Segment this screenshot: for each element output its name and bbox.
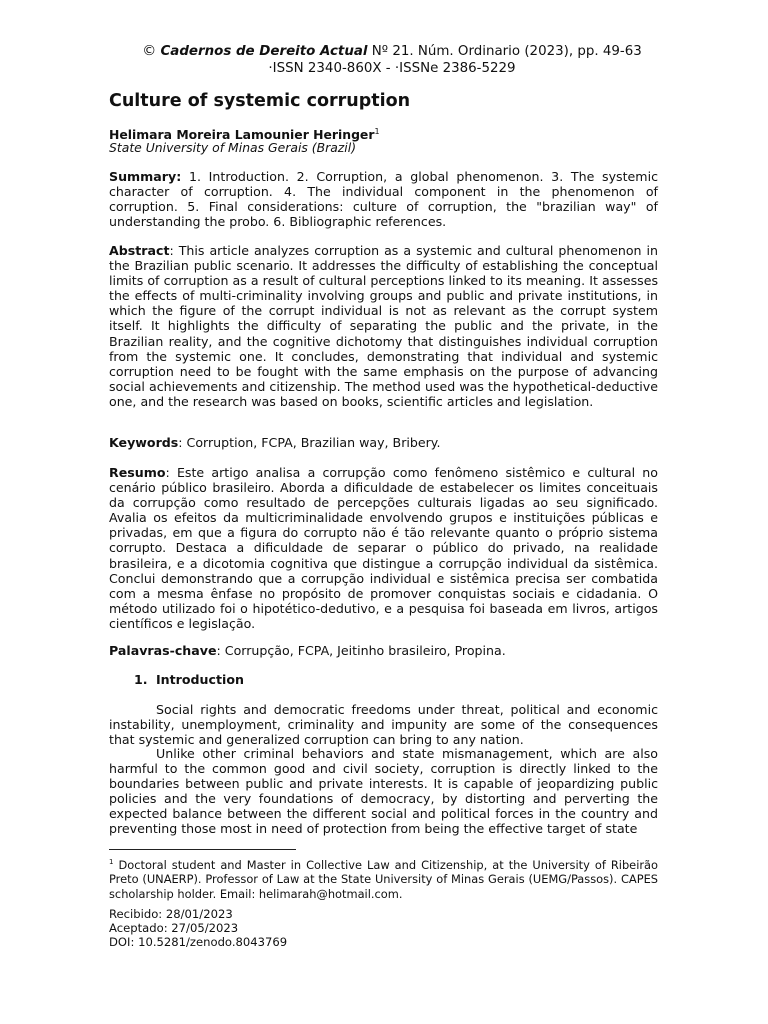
abstract-label: Abstract [109,243,170,258]
article-title: Culture of systemic corruption [109,91,411,111]
journal-name: Cadernos de Dereito Actual [160,44,368,59]
summary-paragraph [109,169,658,229]
doi: DOI: 10.5281/zenodo.8043769 [109,935,288,949]
issue-info: Nº 21. Núm. Ordinario (2023), pp. 49-63 [367,44,642,59]
issn-line: ·ISSN 2340-860X - ·ISSNe 2386-5229 [268,61,516,76]
summary-label: Summary: [109,169,182,184]
summary-text: 1. Introduction. 2. Corruption, a global phenomenon. 3. The systemic character of corruption. 4. The individual component in the phenomenon of corruption. 5. Final considerations: culture of corruption, the "brazilian way" of understanding the probo. 6. Bibliographic references. [109,169,658,230]
footnote-divider [109,849,296,850]
author-name-text: Helimara Moreira Lamounier Heringer [109,127,375,143]
footnote [109,855,658,901]
resumo-text: : Este artigo analisa a corrupção como fenômeno sistêmico e cultural no cenário público brasileiro. Aborda a dificuldade de estabelecer os limites conceituais da corrupção como resultado de percepções culturais ligadas ao seu significado. Avalia os efeitos da multicriminalidade envolvendo grupos e instituições públicas e privadas, em que a figura do corrupto não é tão relevante quanto o próprio sistema corrupto. Destaca a dificuldade de separar o público do privado, na realidade brasileira, e a dicotomia cognitiva que distingue a corrupção individual da sistêmica. Conclui demonstrando que a corrupção individual e sistêmica precisa ser combatida com a mesma ênfase no propósito de promover conquistas sociais e cidadania. O método utilizado foi o hipotético-dedutivo, e a pesquisa foi baseada em livros, artigos científicos e legislação. [109,465,658,631]
footnote-text: Doctoral student and Master in Collective Law and Citizenship, at the University of Ribeirão Preto (UNAERP). Professor of Law at the State University of Minas Gerais (UEMG/Passos). CAPES scholarship holder. Email: helimarah@hotmail.com. [109,857,658,901]
author-affiliation: State University of Minas Gerais (Brazil) [109,140,357,155]
keywords-paragraph [109,435,658,450]
keywords-text: : Corruption, FCPA, Brazilian way, Bribery. [178,435,441,450]
resumo-paragraph [109,465,658,631]
accepted-date: Aceptado: 27/05/2023 [109,921,239,935]
copyright-symbol: © [142,43,157,59]
keywords-label: Keywords [109,435,179,450]
footnote-marker: 1 [374,127,380,136]
abstract-text: : This article analyzes corruption as a systemic and cultural phenomenon in the Brazilian public scenario. It addresses the difficulty of establishing the conceptual limits of corruption as a result of cultural perceptions linked to its meaning. It assesses the effects of multi-criminality involving groups and public and private institutions, in which the figure of the corrupt individual is not as relevant as the corrupt system itself. It highlights the difficulty of separating the public and the private, in the Brazilian reality, and the cognitive dichotomy that distinguishes individual corruption from the systemic one. It concludes, demonstrating that individual and systemic corruption need to be fought with the same emphasis on the purpose of advancing social achievements and citizenship. The method used was the hypothetical-deductive one, and the research was based on books, scientific articles and legislation. [109,243,658,409]
intro-paragraph-2: Unlike other criminal behaviors and state mismanagement, which are also harmful to the common good and civil society, corruption is directly linked to the boundaries between public and private interests. It is capable of jeopardizing public policies and the very foundations of democracy, by distorting and perverting the expected balance between the different social and political forces in the country and preventing those most in need of protection from being the effective target of state [109,746,658,837]
palavras-chave-paragraph [109,643,658,658]
palavras-chave-text: : Corrupção, FCPA, Jeitinho brasileiro, Propina. [216,643,506,658]
section-title: Introduction [156,672,244,687]
journal-header [8,42,768,61]
palavras-chave-label: Palavras-chave [109,643,217,658]
section-heading-introduction [134,672,244,688]
footnote-number: 1 [109,858,114,866]
resumo-label: Resumo [109,465,166,480]
intro-paragraph-1: Social rights and democratic freedoms under threat, political and economic instability, unemployment, criminality and impunity are some of the consequences that systemic and generalized corruption can bring to any nation. [109,702,658,748]
section-number: 1. [134,672,148,687]
received-date: Recibido: 28/01/2023 [109,907,233,921]
abstract-paragraph [109,243,658,409]
